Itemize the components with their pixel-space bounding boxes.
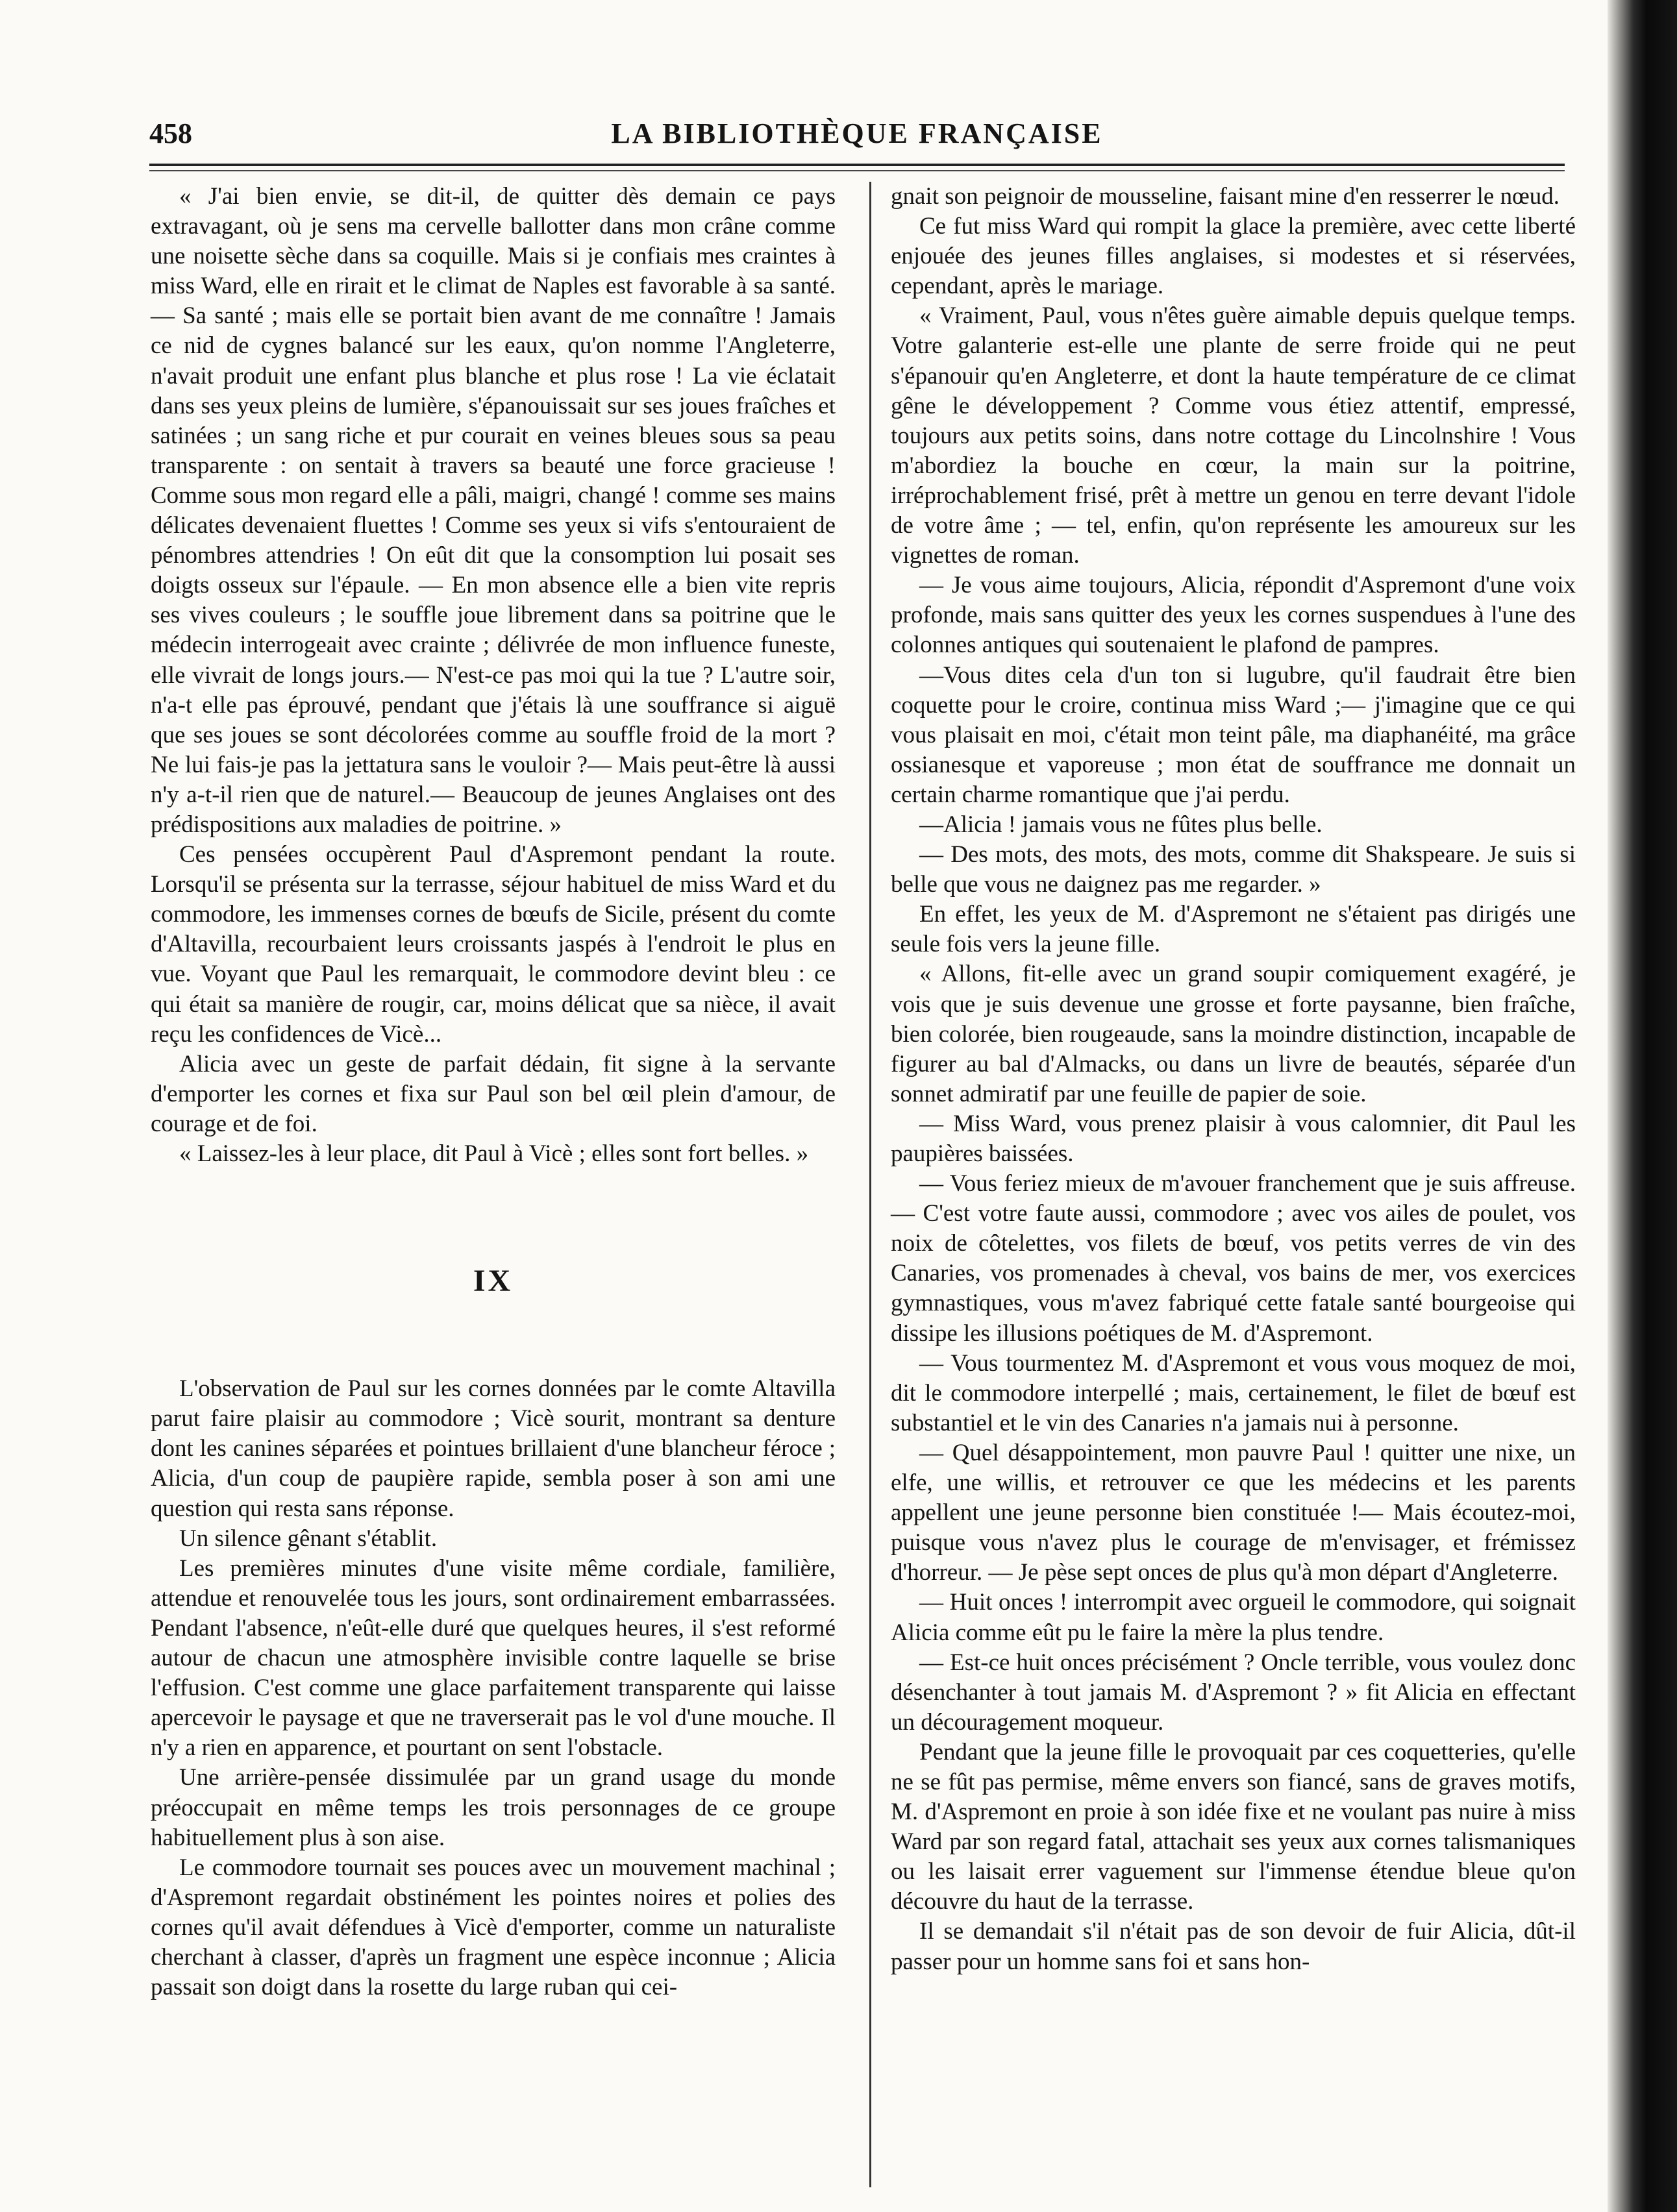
header-rule bbox=[149, 164, 1565, 166]
running-title: LA BIBLIOTHÈQUE FRANÇAISE bbox=[611, 117, 1103, 149]
paragraph: Le commodore tournait ses pouces avec un mouvement machinal ; d'Aspremont regardait obstinément les pointes noires et polies des cornes qu'il avait défendues à Vicè d'emporter, comme un naturaliste cherchant à classer, d'après un fragment une espèce inconnue ; Alicia passait son doigt dans la rosette du large ruban qui cei- bbox=[151, 1854, 836, 2001]
paragraph: L'observation de Paul sur les cornes données par le comte Altavilla parut faire plaisir au commodore ; Vicè sourit, montrant sa denture dont les canines séparées et pointues brillaient d'une blancheur féroce ; Alicia, d'un coup de paupière rapide, sembla poser à son ami une question qui resta sans réponse. bbox=[151, 1375, 836, 1522]
paragraph: Les premières minutes d'une visite même cordiale, familière, attendue et renouvelée tous les jours, sont ordinairement embarrassées. Pendant l'absence, n'eût-elle duré que quelques heures, il s'est reformé autour de chacun une atmosphère invisible contre laquelle se brise l'effusion. C'est comme une glace parfaitement transparente qui laisse apercevoir le paysage et que ne traverserait pas le vol d'une mouche. Il n'y a rien en apparence, et pourtant on sent l'obstacle. bbox=[151, 1555, 836, 1762]
paragraph: — Je vous aime toujours, Alicia, répondit d'Aspremont d'une voix profonde, mais sans quitter des yeux les cornes suspendues à l'une des colonnes antiques qui soutenaient le plafond de pampres. bbox=[891, 572, 1576, 659]
paragraph: Pendant que la jeune fille le provoquait par ces coquetteries, qu'elle ne se fût pas permise, même envers son fiancé, sans de graves motifs, M. d'Aspremont en proie à son idée fixe et ne voulant pas nuire à miss Ward par son regard fatal, attachait ses yeux aux cornes talismaniques ou les laisait errer vaguement sur l'immense étendue bleue qu'on découvre du haut de la terrasse. bbox=[891, 1738, 1576, 1915]
paragraph: — Huit onces ! interrompit avec orgueil le commodore, qui soignait Alicia comme eût pu le faire la mère la plus tendre. bbox=[891, 1589, 1576, 1646]
paragraph: Alicia avec un geste de parfait dédain, fit signe à la servante d'emporter les cornes et fixa sur Paul son bel œil plein d'amour, de courage et de foi. bbox=[151, 1050, 836, 1137]
paragraph: Un silence gênant s'établit. bbox=[179, 1525, 438, 1552]
paragraph: Il se demandait s'il n'était pas de son devoir de fuir Alicia, dût-il passer pour un homme sans foi et sans hon- bbox=[891, 1918, 1576, 1975]
paragraph: Ces pensées occupèrent Paul d'Aspremont pendant la route. Lorsqu'il se présenta sur la terrasse, séjour habituel de miss Ward et du commodore, les immenses cornes de bœufs de Sicile, présent du comte d'Altavilla, recourbaient leurs croissants jaspés à l'endroit le plus en vue. Voyant que Paul les remarquait, le commodore devint bleu : ce qui était sa manière de rougir, car, moins délicat que sa nièce, il avait reçu les confidences de Vicè... bbox=[151, 841, 836, 1048]
chapter-heading: IX bbox=[473, 1264, 514, 1299]
right-column bbox=[891, 182, 1576, 1977]
header-rule-thin bbox=[149, 170, 1565, 171]
paragraph: Une arrière-pensée dissimulée par un grand usage du monde préoccupait en même temps les trois personnages de ce groupe habituellement plus à son aise. bbox=[151, 1764, 836, 1851]
page-number: 458 bbox=[149, 117, 192, 149]
book-spine-shadow bbox=[1608, 0, 1677, 2212]
paragraph: —Alicia ! jamais vous ne fûtes plus belle. bbox=[919, 811, 1323, 838]
paragraph: « J'ai bien envie, se dit-il, de quitter dès demain ce pays extravagant, où je sens ma cervelle ballotter dans mon crâne comme une noisette sèche dans sa coquille. Mais si je confiais mes craintes à miss Ward, elle en rirait et le climat de Naples est favorable à sa santé.— Sa santé ; mais elle se portait bien avant de me connaître ! Jamais ce nid de cygnes balancé sur les eaux, qu'on nomme l'Angleterre, n'avait produit une enfant plus blanche et plus rose ! La vie éclatait dans ses yeux pleins de lumière, s'épanouissait sur ses joues fraîches et satinées ; un sang riche et pur courait en veines bleues sous sa peau transparente : on sentait à travers sa beauté une force gracieuse ! Comme sous mon regard elle a pâli, maigri, changé ! comme ses mains délicates devenaient fluettes ! Comme ses yeux si vifs s'entouraient de pénombres attendries ! On eût dit que la consomption lui posait ses doigts osseux sur l'épaule. — En mon absence elle a bien vite repris ses vives couleurs ; le souffle joue librement dans sa poitrine que le médecin interrogeait avec crainte ; délivrée de mon influence funeste, elle vivrait de longs jours.— N'est-ce pas moi qui la tue ? L'autre soir, n'a-t elle pas éprouvé, pendant que j'étais là une souffrance si aiguë que ses joues se sont décolorées comme au souffle froid de la mort ? Ne lui fais-je pas la jettatura sans le vouloir ?— Mais peut-être là aussi n'y a-t-il rien que de naturel.— Beaucoup de jeunes Anglaises ont des prédispositions aux maladies de poitrine. » bbox=[151, 183, 836, 838]
paragraph: « Allons, fit-elle avec un grand soupir comiquement exagéré, je vois que je suis devenue une grosse et forte paysanne, bien fraîche, bien colorée, bien rougeaude, sans la moindre distinction, incapable de figurer au bal d'Almacks, ou dans un livre de beautés, séparée d'un sonnet admiratif par une feuille de papier de soie. bbox=[891, 961, 1576, 1107]
paragraph: — Miss Ward, vous prenez plaisir à vous calomnier, dit Paul les paupières baissées. bbox=[891, 1110, 1576, 1167]
paragraph: — Des mots, des mots, des mots, comme dit Shakspeare. Je suis si belle que vous ne daignez pas me regarder. » bbox=[891, 841, 1576, 898]
paragraph: Ce fut miss Ward qui rompit la glace la première, avec cette liberté enjouée des jeunes filles anglaises, si modestes et si réservées, cependant, après le mariage. bbox=[891, 213, 1576, 300]
paragraph: « Laissez-les à leur place, dit Paul à Vicè ; elles sont fort belles. » bbox=[179, 1140, 809, 1167]
paragraph: —Vous dites cela d'un ton si lugubre, qu'il faudrait être bien coquette pour le croire, continua miss Ward ;— j'imagine que ce qui vous plaisait en moi, c'était mon teint pâle, ma diaphanéité, ma grâce ossianesque et vaporeuse ; mon état de souffrance me donnait un certain charme romantique que j'ai perdu. bbox=[891, 661, 1576, 808]
paragraph: — Quel désappointement, mon pauvre Paul ! quitter une nixe, un elfe, une willis, et retrouver ce que les médecins et les parents appellent une jeune personne bien constituée !— Mais écoutez-moi, puisque vous n'avez plus le courage de m'envisager, et frémissez d'horreur. — Je pèse sept onces de plus qu'à mon départ d'Angleterre. bbox=[891, 1439, 1576, 1586]
paragraph: — Vous feriez mieux de m'avouer franchement que je suis affreuse.— C'est votre faute aussi, commodore ; avec vos ailes de poulet, vos noix de côtelettes, vos filets de bœuf, vos petits verres de vin des Canaries, vos promenades à cheval, vos bains de mer, vos exercices gymnastiques, vous m'avez fabriqué cette fatale santé bourgeoise qui dissipe les illusions poétiques de M. d'Aspremont. bbox=[891, 1170, 1576, 1347]
paragraph-continued: gnait son peignoir de mousseline, faisant mine d'en resserrer le nœud. bbox=[891, 183, 1560, 210]
paragraph: — Vous tourmentez M. d'Aspremont et vous vous moquez de moi, dit le commodore interpellé ; mais, certainement, le filet de bœuf est substantiel et le vin des Canaries n'a jamais nui à personne. bbox=[891, 1349, 1576, 1436]
left-column bbox=[151, 182, 836, 2002]
paragraph: En effet, les yeux de M. d'Aspremont ne s'étaient pas dirigés une seule fois vers la jeune fille. bbox=[891, 901, 1576, 958]
column-divider bbox=[869, 182, 871, 2187]
paragraph: « Vraiment, Paul, vous n'êtes guère aimable depuis quelque temps. Votre galanterie est-elle une plante de serre froide qui ne peut s'épanouir qu'en Angleterre, et dont la haute température de ce climat gêne le développement ? Comme vous étiez attentif, empressé, toujours aux petits soins, dans notre cottage du Lincolnshire ! Vous m'abordiez la bouche en cœur, la main sur la poitrine, irréprochablement frisé, prêt à mettre un genou en terre devant l'idole de votre âme ; — tel, enfin, qu'on représente les amoureux sur les vignettes de roman. bbox=[891, 302, 1576, 569]
paragraph: — Est-ce huit onces précisément ? Oncle terrible, vous voulez donc désenchanter à tout jamais M. d'Aspremont ? » fit Alicia en effectant un découragement moqueur. bbox=[891, 1649, 1576, 1736]
page-header bbox=[149, 117, 1565, 162]
